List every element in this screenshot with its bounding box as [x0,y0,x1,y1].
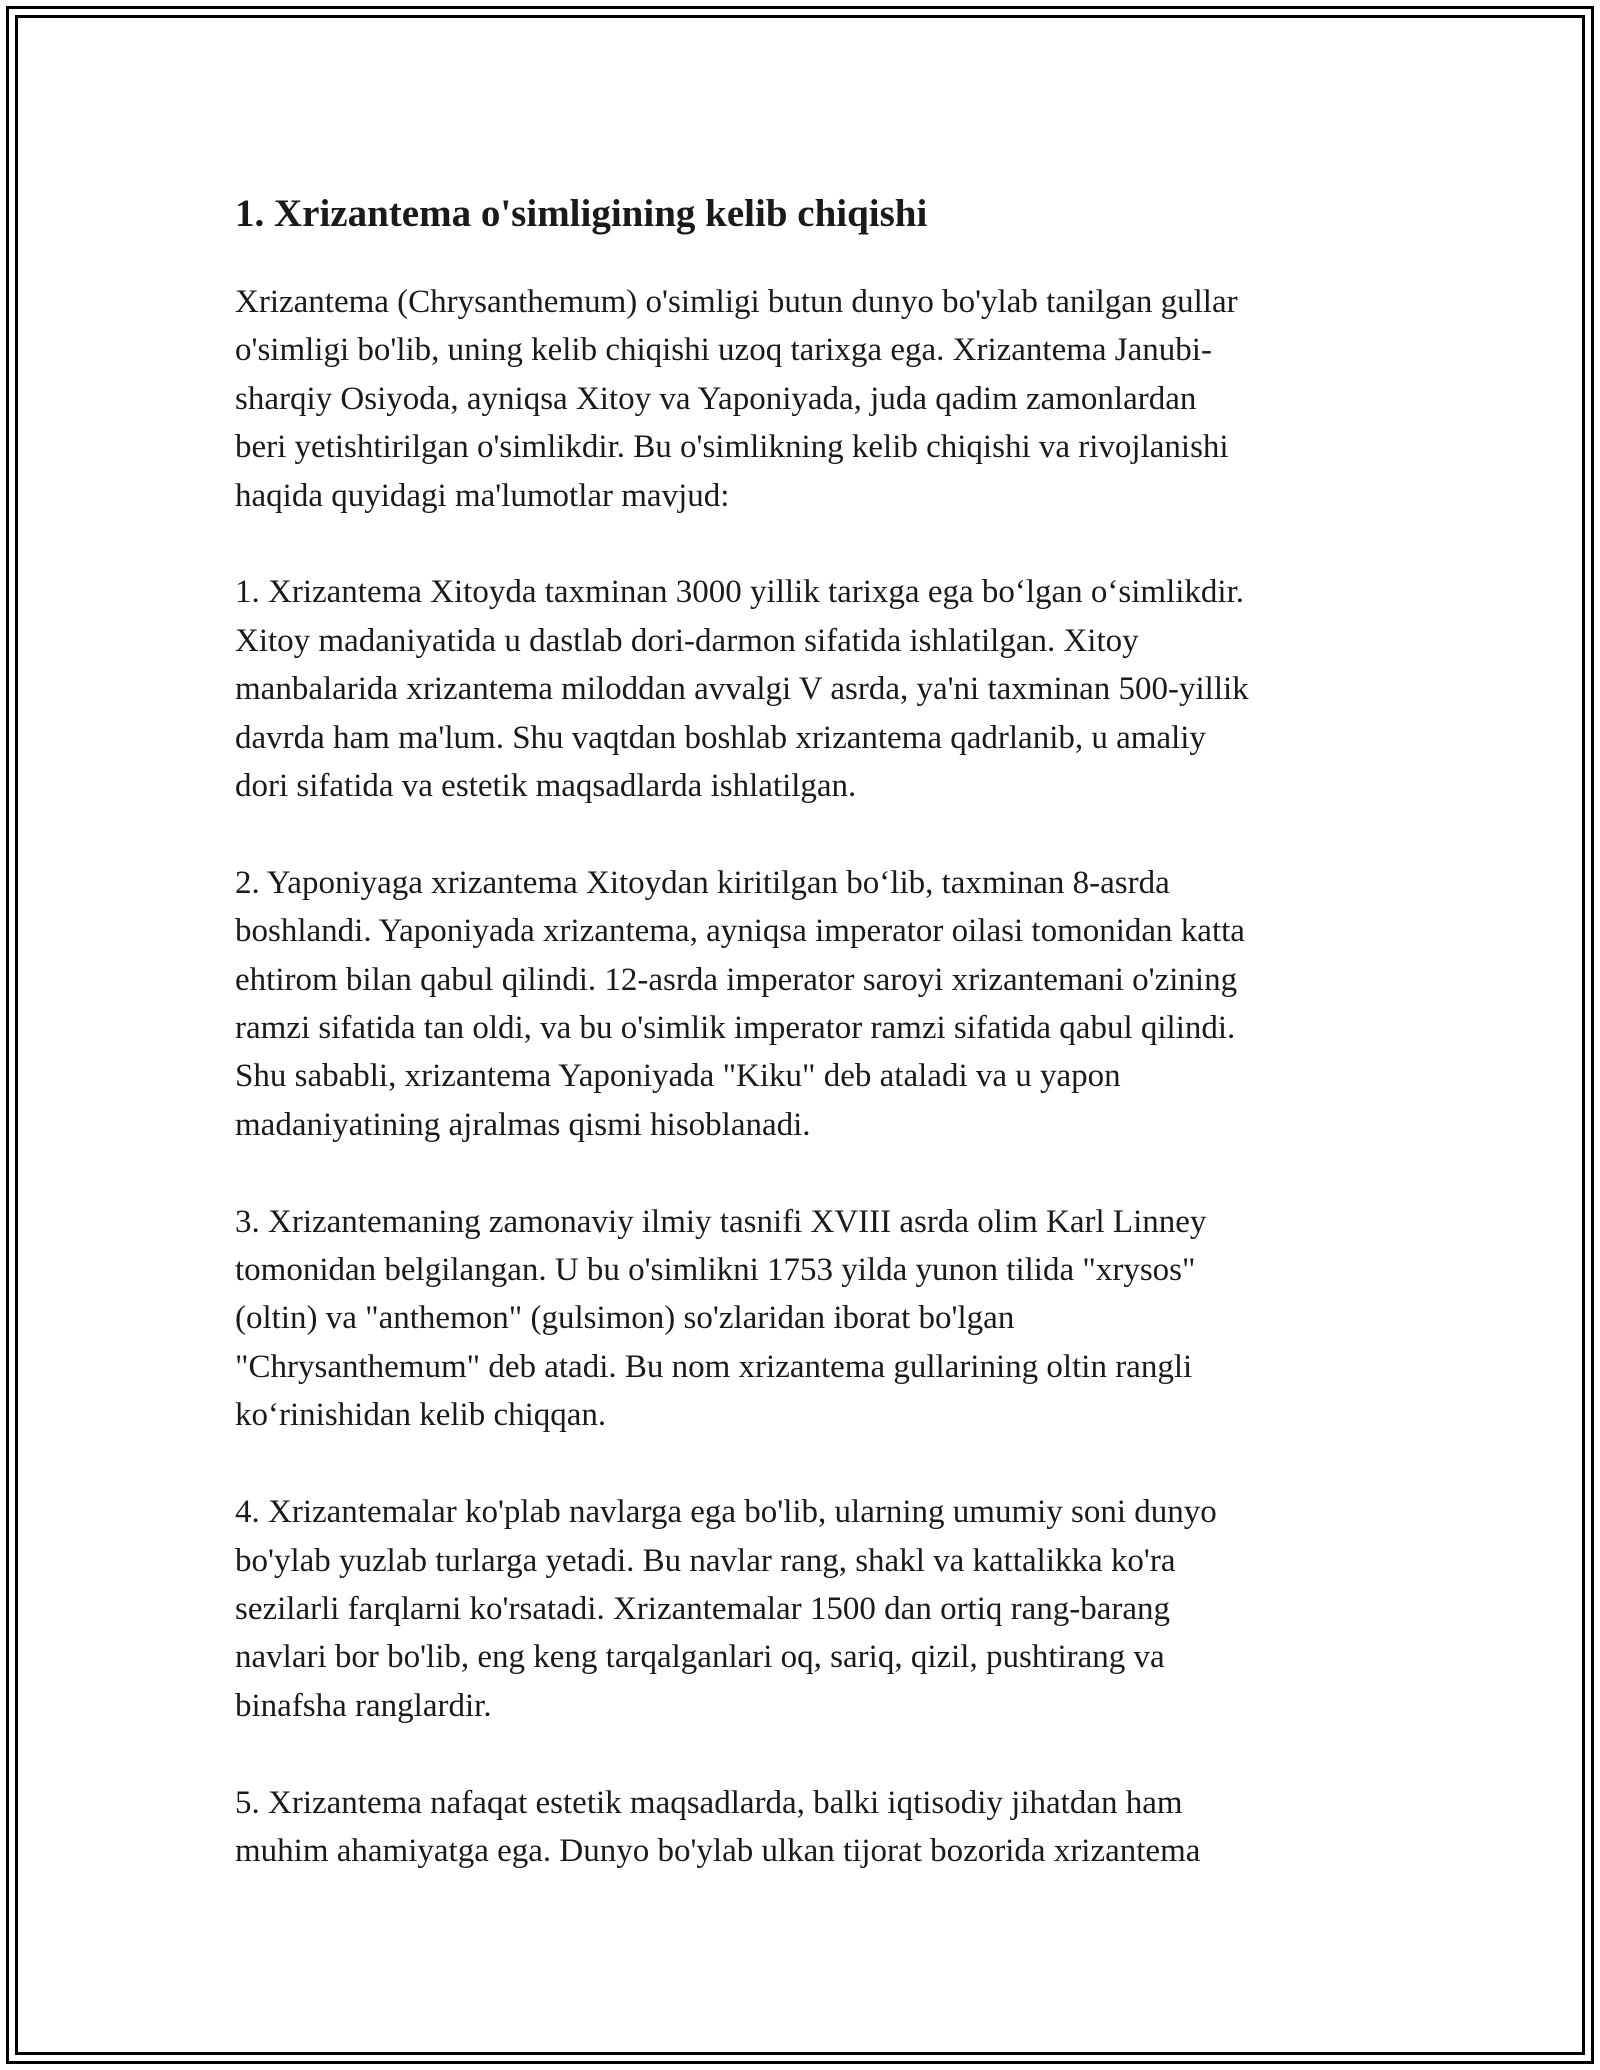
paragraph-line: muhim ahamiyatga ega. Dunyo bo'ylab ulkan tijorat bozorida xrizantema [235,1832,1201,1869]
paragraph-line: haqida quyidagi ma'lumotlar mavjud: [235,477,730,514]
paragraph-line: 3. Xrizantemaning zamonaviy ilmiy tasnifi XVIII asrda olim Karl Linney [235,1203,1207,1240]
paragraph-line: davrda ham ma'lum. Shu vaqtdan boshlab xrizantema qadrlanib, u amaliy [235,719,1206,756]
paragraph-line: madaniyatining ajralmas qismi hisoblanadi. [235,1106,811,1143]
paragraph-line: ramzi sifatida tan oldi, va bu o'simlik imperator ramzi sifatida qabul qilindi. [235,1010,1236,1047]
paragraph [235,859,1385,1149]
paragraph-line: boshlandi. Yaponiyada xrizantema, ayniqsa imperator oilasi tomonidan katta [235,913,1245,950]
paragraph-line: navlari bor bo'lib, eng keng tarqalganlari oq, sariq, qizil, pushtirang va [235,1639,1165,1676]
paragraph-line: Xrizantema (Chrysanthemum) o'simligi butun dunyo bo'ylab tanilgan gullar [235,284,1238,320]
paragraph [235,278,1385,520]
paragraph-line: sharqiy Osiyoda, ayniqsa Xitoy va Yaponiyada, juda qadim zamonlardan [235,380,1197,417]
paragraph-line: manbalarida xrizantema miloddan avvalgi V asrda, ya'ni taxminan 500-yillik [235,671,1249,708]
paragraph-line: 1. Xrizantema Xitoyda taxminan 3000 yillik tarixga ega bo‘lgan o‘simlikdir. [235,574,1245,611]
document-title: 1. Xrizantema o'simligining kelib chiqishi [235,192,928,235]
paragraph-line: "Chrysanthemum" deb atadi. Bu nom xrizantema gullarining oltin rangli [235,1348,1193,1385]
paragraph-line: (oltin) va "anthemon" (gulsimon) so'zlaridan iborat bo'lgan [235,1300,1015,1337]
paragraph-line: Xitoy madaniyatida u dastlab dori-darmon sifatida ishlatilgan. Xitoy [235,622,1139,659]
paragraph-line: o'simligi bo'lib, uning kelib chiqishi uzoq tarixga ega. Xrizantema Janubi- [235,332,1212,369]
paragraph-line: binafsha ranglardir. [235,1687,492,1724]
paragraph-list [235,278,1385,1875]
paragraph [235,1779,1385,1876]
paragraph-line: sezilarli farqlarni ko'rsatadi. Xrizantemalar 1500 dan ortiq rang-barang [235,1590,1171,1627]
paragraph-line: ehtirom bilan qabul qilindi. 12-asrda imperator saroyi xrizantemani o'zining [235,961,1238,998]
paragraph-line: beri yetishtirilgan o'simlikdir. Bu o'simlikning kelib chiqishi va rivojlanishi [235,429,1229,466]
paragraph-line: 2. Yaponiyaga xrizantema Xitoydan kiritilgan bo‘lib, taxminan 8-asrda [235,864,1170,901]
document-body [235,186,1385,1924]
paragraph-line: 5. Xrizantema nafaqat estetik maqsadlarda, balki iqtisodiy jihatdan ham [235,1784,1183,1821]
paragraph [235,1198,1385,1440]
paragraph-line: Shu sababli, xrizantema Yaponiyada "Kiku" deb ataladi va u yapon [235,1058,1121,1095]
paragraph-line: 4. Xrizantemalar ko'plab navlarga ega bo'lib, ularning umumiy soni dunyo [235,1494,1217,1531]
paragraph-line: tomonidan belgilangan. U bu o'simlikni 1753 yilda yunon tilida "xrysos" [235,1252,1196,1289]
paragraph [235,1488,1385,1730]
paragraph-line: dori sifatida va estetik maqsadlarda ishlatilgan. [235,768,857,805]
paragraph [235,568,1385,810]
paragraph-line: bo'ylab yuzlab turlarga yetadi. Bu navlar rang, shakl va kattalikka ko'ra [235,1542,1176,1579]
paragraph-line: ko‘rinishidan kelib chiqqan. [235,1397,607,1434]
